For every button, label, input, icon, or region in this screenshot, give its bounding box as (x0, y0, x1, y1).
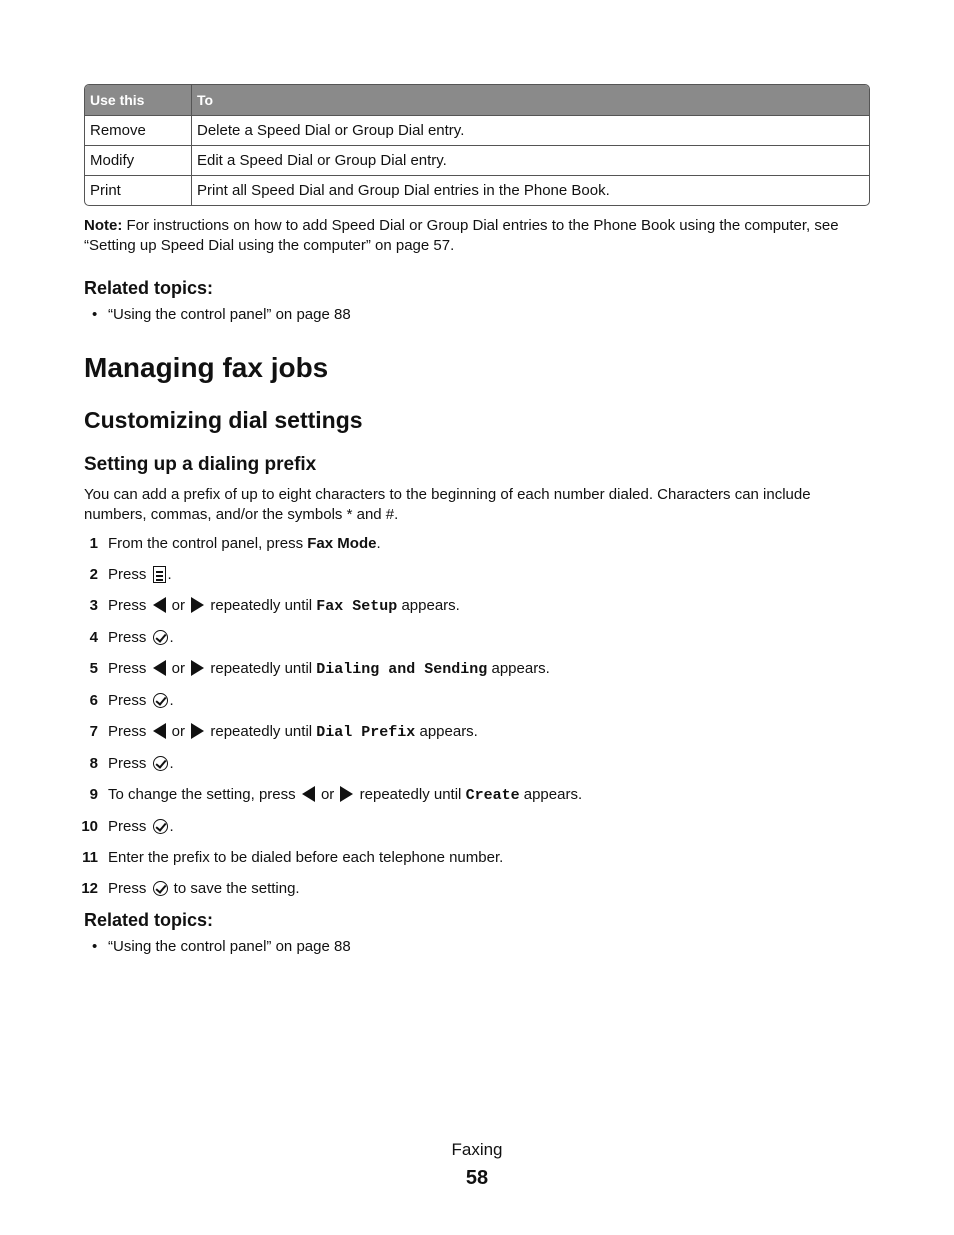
step-text: . (167, 566, 172, 583)
subsection-title: Setting up a dialing prefix (84, 454, 317, 475)
display-text: Dialing and Sending (316, 661, 488, 678)
step-item (84, 628, 870, 648)
right-arrow-icon (191, 597, 204, 613)
table-cell: Delete a Speed Dial or Group Dial entry. (192, 115, 869, 145)
left-arrow-icon (153, 597, 166, 613)
left-arrow-icon (153, 660, 166, 676)
left-arrow-icon (153, 723, 166, 739)
table-cell: Print (85, 175, 192, 205)
step-text: Press (108, 723, 151, 740)
step-number: 11 (82, 849, 98, 866)
step-text: Enter the prefix to be dialed before each telephone number. (108, 849, 504, 866)
right-arrow-icon (340, 786, 353, 802)
step-text: to save the setting. (169, 880, 300, 897)
step-item (84, 722, 870, 743)
step-number: 4 (89, 629, 98, 646)
step-text: appears. (519, 786, 583, 803)
step-item (81, 817, 870, 837)
step-item (84, 565, 870, 585)
step-number: 12 (81, 880, 98, 897)
table-row (85, 115, 869, 145)
step-text: Press (108, 880, 151, 897)
step-text: Press (108, 597, 151, 614)
step-text: repeatedly until (206, 723, 317, 740)
display-text: Fax Setup (316, 598, 398, 615)
related-topics-list (84, 937, 870, 957)
options-table (84, 84, 870, 206)
menu-icon (153, 566, 166, 583)
right-arrow-icon (191, 660, 204, 676)
step-text: From the control panel, press (108, 535, 308, 552)
step-text: . (376, 535, 381, 552)
step-list (81, 534, 870, 899)
step-text: . (169, 755, 174, 772)
select-check-icon (153, 756, 168, 771)
step-number: 3 (89, 597, 98, 614)
footer-section-name: Faxing (451, 1140, 503, 1159)
display-text: Create (465, 787, 520, 804)
step-number: 2 (89, 566, 98, 583)
related-topics-heading: Related topics: (84, 278, 214, 298)
related-topics-list (84, 305, 870, 325)
step-text: Press (108, 755, 151, 772)
step-item (84, 534, 870, 554)
step-text: appears. (487, 660, 550, 677)
display-text: Dial Prefix (316, 724, 416, 741)
table-cell: Print all Speed Dial and Group Dial entries in the Phone Book. (192, 175, 869, 205)
table-cell: Remove (85, 115, 192, 145)
table-header: Use this (85, 85, 192, 115)
related-topic-link[interactable]: • “Using the control panel” on page 88 (84, 937, 870, 957)
page-content (81, 84, 870, 957)
select-check-icon (153, 693, 168, 708)
step-text: . (169, 692, 174, 709)
step-text: or (167, 723, 190, 740)
select-check-icon (153, 881, 168, 896)
chapter-title: Managing fax jobs (84, 352, 329, 383)
intro-paragraph: You can add a prefix of up to eight characters to the beginning of each number dialed. Characters can include numbers, commas, and/or the symbols * and #. (84, 486, 811, 523)
table-row (85, 145, 869, 175)
table-row (85, 175, 869, 205)
step-text: Press (108, 629, 151, 646)
step-text: Press (108, 566, 151, 583)
table-cell: Edit a Speed Dial or Group Dial entry. (192, 145, 869, 175)
step-item (84, 659, 870, 680)
step-number: 7 (89, 723, 98, 740)
table-cell: Modify (85, 145, 192, 175)
table-header: To (192, 85, 869, 115)
step-number: 8 (89, 755, 98, 772)
section-title: Customizing dial settings (84, 407, 363, 433)
step-text: . (169, 818, 174, 835)
step-number: 1 (89, 535, 98, 552)
step-item (84, 691, 870, 711)
step-text: Press (108, 692, 151, 709)
step-text: or (167, 597, 190, 614)
page-number: 58 (465, 1167, 489, 1189)
related-topic-link[interactable]: • “Using the control panel” on page 88 (84, 305, 870, 325)
step-text: . (169, 629, 174, 646)
step-bold: Fax Mode (307, 535, 377, 552)
step-text: or (167, 660, 190, 677)
step-text: To change the setting, press (108, 786, 300, 803)
select-check-icon (153, 819, 168, 834)
step-item (84, 754, 870, 774)
table-header-row (85, 85, 869, 115)
step-text: repeatedly until (206, 660, 317, 677)
step-text: Press (108, 660, 151, 677)
left-arrow-icon (302, 786, 315, 802)
note-label: Note: (84, 217, 123, 234)
step-number: 9 (89, 786, 98, 803)
step-text: appears. (397, 597, 460, 614)
step-number: 5 (89, 660, 98, 677)
step-text: repeatedly until (206, 597, 317, 614)
step-item (81, 879, 870, 899)
related-topics-heading: Related topics: (84, 910, 214, 930)
select-check-icon (153, 630, 168, 645)
step-text: repeatedly until (355, 786, 466, 803)
right-arrow-icon (191, 723, 204, 739)
note (84, 216, 870, 256)
step-item (84, 848, 870, 868)
step-text: appears. (415, 723, 478, 740)
note-text: For instructions on how to add Speed Dial or Group Dial entries to the Phone Book using the computer, see “Setting up Speed Dial using the computer” on page 57. (84, 217, 839, 254)
step-text: Press (108, 818, 151, 835)
step-number: 6 (89, 692, 98, 709)
step-item (84, 596, 870, 617)
step-item (84, 785, 870, 806)
step-number: 10 (81, 818, 98, 835)
step-text: or (316, 786, 339, 803)
